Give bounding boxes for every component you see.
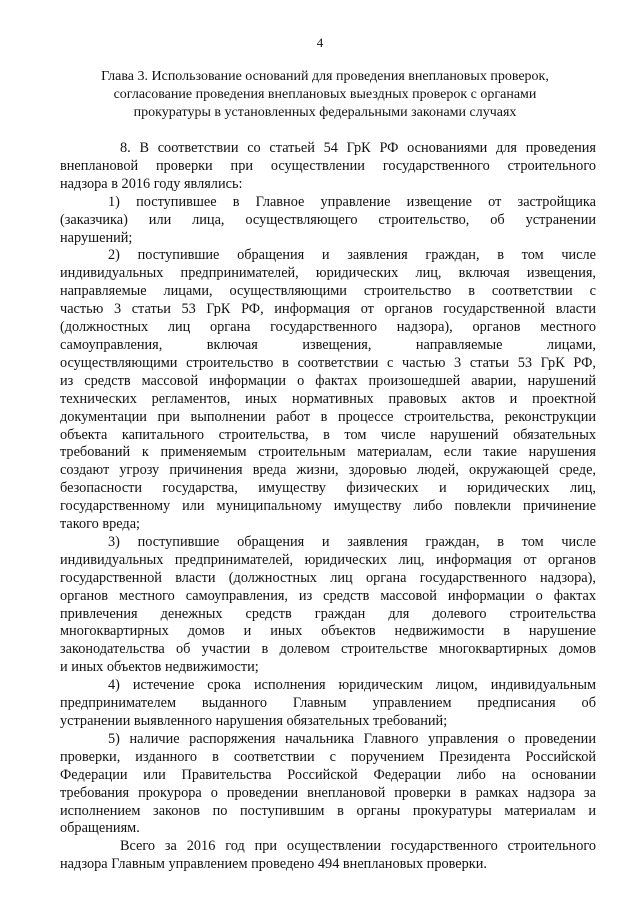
paragraph	[60, 247, 596, 534]
paragraph-line: внеплановой проверки при осуществлении государственного строительного	[60, 157, 596, 174]
paragraph-line: обращениям.	[60, 820, 140, 837]
chapter-title-line: Глава 3. Использование оснований для проведения внеплановых проверок,	[101, 69, 549, 84]
paragraph	[60, 194, 596, 248]
paragraph-line: Федерации или Правительства Российской Федерации либо на основании	[60, 766, 596, 783]
paragraph-line: частью 3 статьи 53 ГрК РФ, информация от органов государственной власти	[60, 301, 596, 318]
paragraph-line: (заказчика) или лица, осуществляющего строительство, об устранении	[60, 211, 596, 228]
chapter-title-line: согласование проведения внеплановых выездных проверок с органами	[113, 87, 537, 102]
paragraph-line: требования прокурора о проведении внеплановой проверки в рамках надзора за	[60, 784, 596, 801]
paragraph-line: создают угрозу причинения вреда жизни, здоровью людей, окружающей среде,	[60, 462, 596, 479]
paragraph-line: индивидуальных предпринимателей, юридических лиц, включая извещения,	[60, 265, 596, 282]
paragraph-line: 4) истечение срока исполнения юридическим лицом, индивидуальным	[108, 677, 596, 694]
paragraph-line: безопасности государства, имуществу физических и юридических лиц,	[60, 480, 596, 497]
document-body	[60, 140, 596, 874]
paragraph-line: самоуправления, включая извещения, направляемые лицами,	[60, 336, 596, 353]
paragraph-line: привлечения денежных средств граждан для долевого строительства	[60, 605, 596, 622]
paragraph-line: индивидуальных предпринимателей, юридических лиц, информация от органов	[60, 551, 596, 568]
paragraph-line: устранении выявленного нарушения обязательных требований;	[60, 713, 448, 729]
paragraph-line: из средств массовой информации о фактах произошедшей аварии, нарушений	[60, 372, 596, 389]
paragraph-line: проверки, изданного в соответствии с поручением Президента Российской	[60, 748, 596, 765]
paragraph-line: Всего за 2016 год при осуществлении государственного строительного	[120, 838, 596, 855]
paragraph	[60, 140, 596, 194]
paragraph	[60, 677, 596, 731]
paragraph-line: надзора в 2016 году являлись:	[60, 175, 243, 192]
paragraph-line: предпринимателем выданного Главным управлением предписания об	[60, 695, 596, 712]
paragraph-line: исполнением законов по поступившим в органы прокуратуры материалам и	[60, 802, 596, 819]
paragraph-line: 1) поступившее в Главное управление извещение от застройщика	[108, 193, 596, 210]
paragraph-line: государственному или муниципальному имуществу либо повлекли причинение	[60, 498, 596, 515]
paragraph-line: органов местного самоуправления, из средств массовой информации о фактах	[60, 587, 596, 604]
paragraph-line: надзора Главным управлением проведено 494 внеплановых проверки.	[60, 856, 487, 873]
paragraph-line: объекта капитального строительства, в том числе нарушений обязательных	[60, 426, 596, 443]
paragraph-line: (должностных лиц органа государственного надзора), органов местного	[60, 319, 596, 336]
paragraph-line: нарушений;	[60, 229, 133, 246]
paragraph	[60, 731, 596, 838]
paragraph-line: требований к применяемым строительным материалам, если такие нарушения	[60, 444, 596, 461]
paragraph-line: такого вреда;	[60, 516, 141, 533]
paragraph-line: осуществляющими строительство в соответствии с частью 3 статьи 53 ГрК РФ,	[60, 354, 596, 371]
paragraph-line: документации при выполнении работ в процессе строительства, реконструкции	[60, 408, 596, 425]
paragraph	[60, 534, 596, 677]
paragraph-line: 3) поступившие обращения и заявления граждан, в том числе	[108, 533, 596, 550]
paragraph-line: технических регламентов, иных нормативных правовых актов и проектной	[60, 390, 596, 407]
chapter-title-line: прокуратуры в установленных федеральными законами случаях	[133, 105, 517, 120]
chapter-title	[70, 68, 580, 122]
paragraph-line: государственной власти (должностных лиц органа государственного надзора),	[60, 569, 596, 586]
paragraph-line: 2) поступившие обращения и заявления граждан, в том числе	[108, 247, 596, 264]
paragraph-line: и иных объектов недвижимости;	[60, 659, 259, 676]
paragraph	[60, 838, 596, 874]
paragraph-line: 5) наличие распоряжения начальника Главного управления о проведении	[108, 730, 596, 747]
paragraph-line: многоквартирных домов и иных объектов недвижимости в нарушение	[60, 623, 596, 640]
paragraph-line: направляемые лицами, осуществляющими строительство в соответствии с	[60, 283, 596, 300]
paragraph-line: 8. В соответствии со статьей 54 ГрК РФ основаниями для проведения	[120, 140, 596, 156]
page-number: 4	[316, 35, 324, 50]
paragraph-line: законодательства об участии в долевом строительстве многоквартирных домов	[60, 641, 596, 658]
